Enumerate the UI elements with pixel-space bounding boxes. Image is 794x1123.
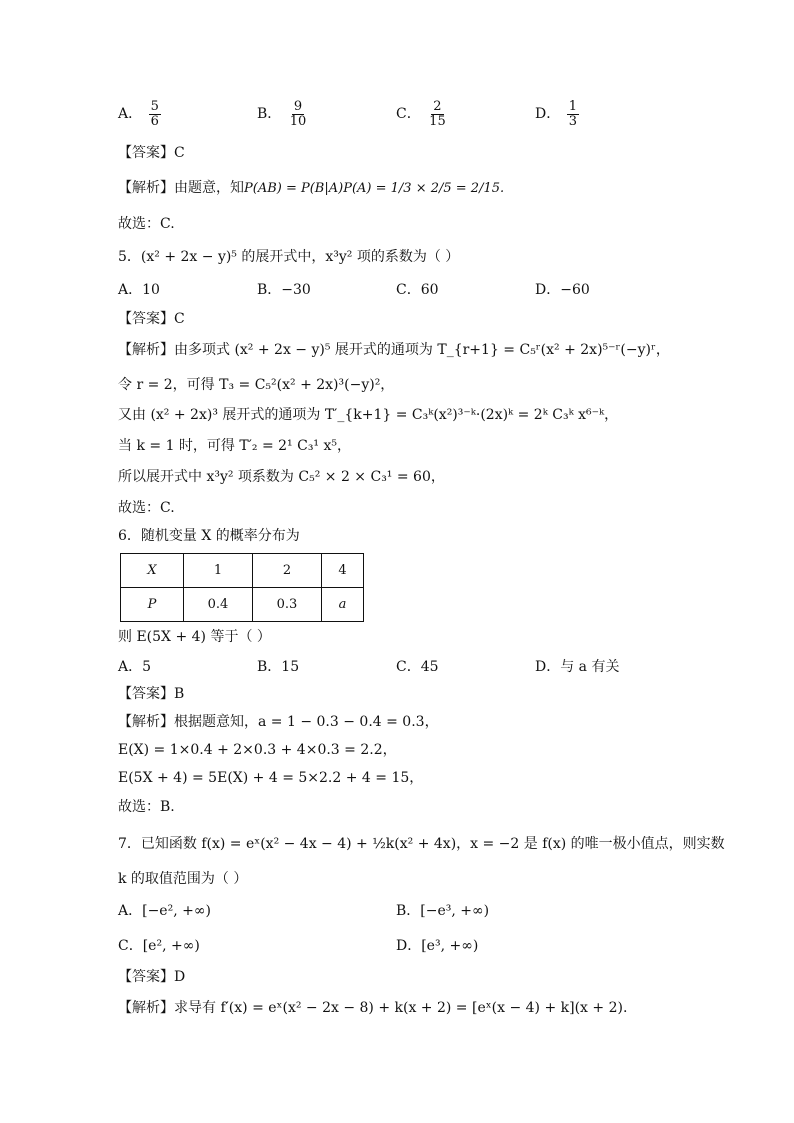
q5-stem: 5．(x² + 2x − y)⁵ 的展开式中，x³y² 项的系数为（ ） bbox=[118, 249, 460, 265]
q6-option-b: B．15 bbox=[257, 659, 300, 675]
table-cell: 2 bbox=[253, 554, 322, 588]
q4-option-a: A． $\frac{5}{6}$ bbox=[118, 99, 159, 129]
fraction: $\frac{1}{3}$ bbox=[568, 99, 577, 129]
q7-answer: 【答案】D bbox=[118, 969, 186, 985]
q5-analysis-line: 【解析】由多项式 (x² + 2x − y)⁵ 展开式的通项为 T_{r+1} = C₅ʳ(x² + 2x)⁵⁻ʳ(−y)ʳ， bbox=[118, 342, 670, 358]
q6-analysis-line: 【解析】根据题意知，a = 1 − 0.3 − 0.4 = 0.3， bbox=[118, 714, 439, 730]
table-cell: 1 bbox=[184, 554, 253, 588]
q7-option-c: C．[e², +∞) bbox=[118, 938, 200, 954]
table-cell: 0.4 bbox=[184, 588, 253, 622]
table-cell: 4 bbox=[322, 554, 364, 588]
table-cell: a bbox=[322, 588, 364, 622]
q6-option-a: A．5 bbox=[118, 659, 152, 675]
q5-analysis-line: 又由 (x² + 2x)³ 展开式的通项为 T′_{k+1} = C₃ᵏ(x²)³⁻ᵏ·(2x)ᵏ = 2ᵏ C₃ᵏ x⁶⁻ᵏ， bbox=[118, 407, 619, 423]
q6-option-c: C．45 bbox=[396, 659, 439, 675]
q5-analysis-line: 当 k = 1 时，可得 T′₂ = 2¹ C₃¹ x⁵， bbox=[118, 438, 351, 454]
q4-option-b: B． $\frac{9}{10}$ bbox=[257, 99, 307, 129]
q7-stem-line-2: k 的取值范围为（ ） bbox=[118, 871, 248, 887]
q4-conclusion: 故选：C. bbox=[118, 216, 175, 232]
q5-analysis-line: 所以展开式中 x³y² 项系数为 C₅² × 2 × C₃¹ = 60， bbox=[118, 469, 445, 485]
q7-stem-line-1: 7．已知函数 f(x) = eˣ(x² − 4x − 4) + ½k(x² + 4x)，x = −2 是 f(x) 的唯一极小值点，则实数 bbox=[118, 836, 725, 852]
q5-answer: 【答案】C bbox=[118, 311, 185, 327]
q4-option-d: D． $\frac{1}{3}$ bbox=[535, 99, 577, 129]
q4-analysis: 【解析】由题意，知P(AB) = P(B|A)P(A) = 1/3 × 2/5 = 2/15. bbox=[118, 180, 505, 196]
table-cell: P bbox=[121, 588, 184, 622]
q6-analysis-line: 故选：B. bbox=[118, 799, 175, 815]
q6-analysis-line: E(X) = 1×0.4 + 2×0.3 + 4×0.3 = 2.2， bbox=[118, 742, 397, 758]
q4-option-c: C． $\frac{2}{15}$ bbox=[396, 99, 446, 129]
q7-option-d: D．[e³, +∞) bbox=[396, 938, 479, 954]
fraction: $\frac{2}{15}$ bbox=[429, 99, 446, 129]
q5-option-a: A．10 bbox=[118, 282, 160, 298]
q7-analysis: 【解析】求导有 f′(x) = eˣ(x² − 2x − 8) + k(x + 2) = [eˣ(x − 4) + k](x + 2). bbox=[118, 1000, 628, 1016]
q6-answer: 【答案】B bbox=[118, 686, 185, 702]
table-cell: X bbox=[121, 554, 184, 588]
table-row bbox=[121, 554, 364, 588]
q5-analysis-line: 令 r = 2，可得 T₃ = C₅²(x² + 2x)³(−y)²， bbox=[118, 377, 395, 393]
table-row bbox=[121, 588, 364, 622]
q5-analysis-line: 故选：C. bbox=[118, 500, 175, 516]
fraction: $\frac{5}{6}$ bbox=[150, 99, 159, 129]
probability-table bbox=[120, 553, 364, 622]
q6-analysis-line: E(5X + 4) = 5E(X) + 4 = 5×2.2 + 4 = 15， bbox=[118, 770, 424, 786]
q6-stem: 6．随机变量 X 的概率分布为 bbox=[118, 528, 300, 544]
q5-option-d: D．−60 bbox=[535, 282, 590, 298]
q7-option-b: B．[−e³, +∞) bbox=[396, 903, 490, 919]
table-cell: 0.3 bbox=[253, 588, 322, 622]
q5-option-c: C．60 bbox=[396, 282, 439, 298]
q7-option-a: A．[−e², +∞) bbox=[118, 903, 211, 919]
q4-answer: 【答案】C bbox=[118, 145, 185, 161]
q6-question: 则 E(5X + 4) 等于（ ） bbox=[118, 629, 271, 645]
q6-option-d: D．与 a 有关 bbox=[535, 659, 620, 675]
q5-option-b: B．−30 bbox=[257, 282, 311, 298]
fraction: $\frac{9}{10}$ bbox=[289, 99, 307, 129]
